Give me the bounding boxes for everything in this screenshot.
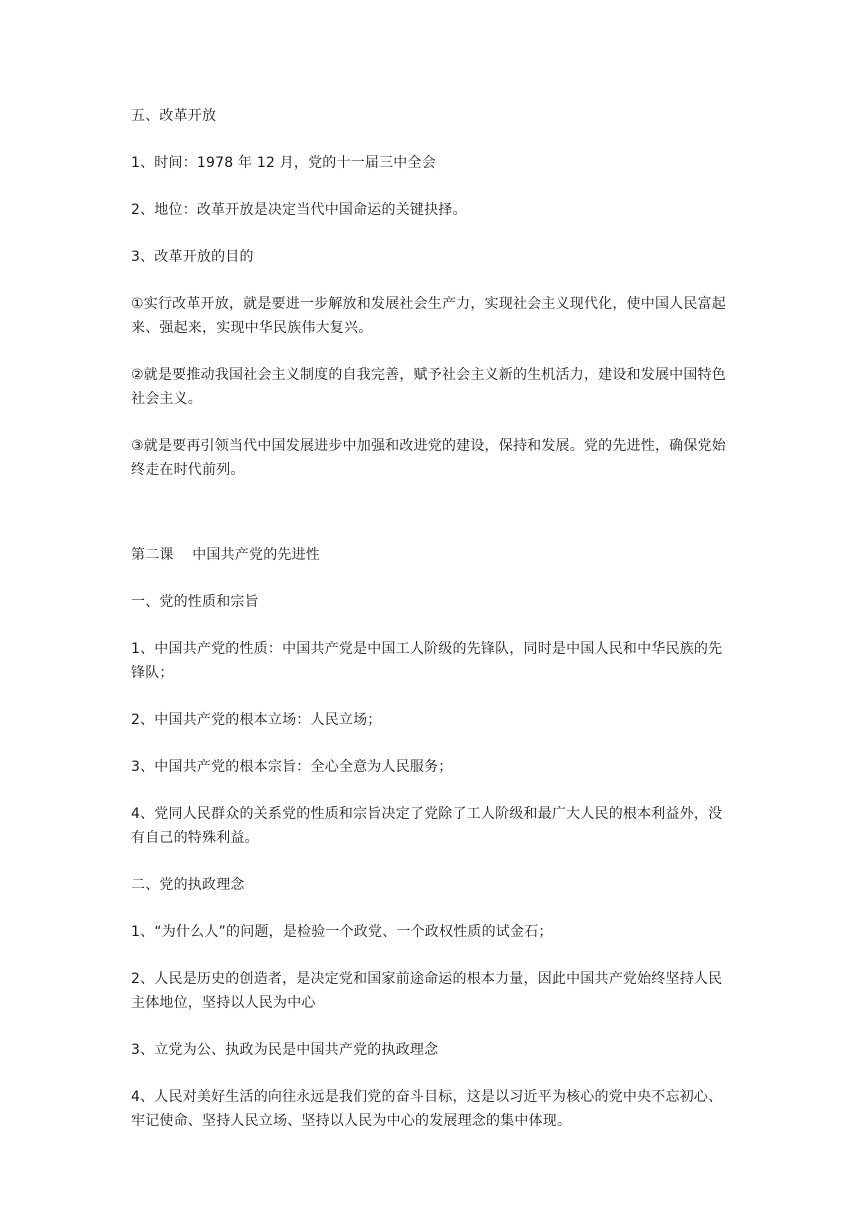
- paragraph: 3、立党为公、执政为民是中国共产党的执政理念: [131, 1042, 439, 1058]
- paragraph: 3、中国共产党的根本宗旨：全心全意为人民服务；: [131, 759, 453, 775]
- paragraph: ③就是要再引领当代中国发展进步中加强和改进党的建设，保持和发展。党的先进性，确保党始终走在时代前列。: [131, 438, 726, 478]
- paragraph: 2、地位：改革开放是决定当代中国命运的关键抉择。: [131, 202, 467, 218]
- section-heading: 二、党的执政理念: [131, 877, 245, 893]
- section-heading: 一、党的性质和宗旨: [131, 594, 259, 610]
- paragraph: 1、“为什么人”的问题，是检验一个政党、一个政权性质的试金石；: [131, 924, 553, 940]
- paragraph: 1、时间：1978 年 12 月，党的十一届三中全会: [131, 155, 436, 171]
- paragraph: 2、中国共产党的根本立场：人民立场；: [131, 712, 382, 728]
- section-spacer: [131, 505, 731, 543]
- section-heading: 五、改革开放: [131, 108, 217, 124]
- paragraph: 3、改革开放的目的: [131, 249, 254, 265]
- paragraph: ②就是要推动我国社会主义制度的自我完善，赋予社会主义新的生机活力，建设和发展中国特色社会主义。: [131, 367, 726, 407]
- paragraph: 4、党同人民群众的关系党的性质和宗旨决定了党除了工人阶级和最广大人民的根本利益外，没有自己的特殊利益。: [131, 806, 723, 846]
- paragraph: ①实行改革开放，就是要进一步解放和发展社会生产力，实现社会主义现代化，使中国人民富起来、强起来，实现中华民族伟大复兴。: [131, 296, 726, 336]
- paragraph: 1、中国共产党的性质：中国共产党是中国工人阶级的先锋队，同时是中国人民和中华民族的先锋队；: [131, 641, 723, 681]
- document-page: [131, 104, 731, 1156]
- lesson-title: 第二课 中国共产党的先进性: [131, 547, 320, 563]
- paragraph: 2、人民是历史的创造者，是决定党和国家前途命运的根本力量，因此中国共产党始终坚持人民主体地位，坚持以人民为中心: [131, 971, 723, 1011]
- paragraph: 4、人民对美好生活的向往永远是我们党的奋斗目标，这是以习近平为核心的党中央不忘初心、牢记使命、坚持人民立场、坚持以人民为中心的发展理念的集中体现。: [131, 1089, 723, 1129]
